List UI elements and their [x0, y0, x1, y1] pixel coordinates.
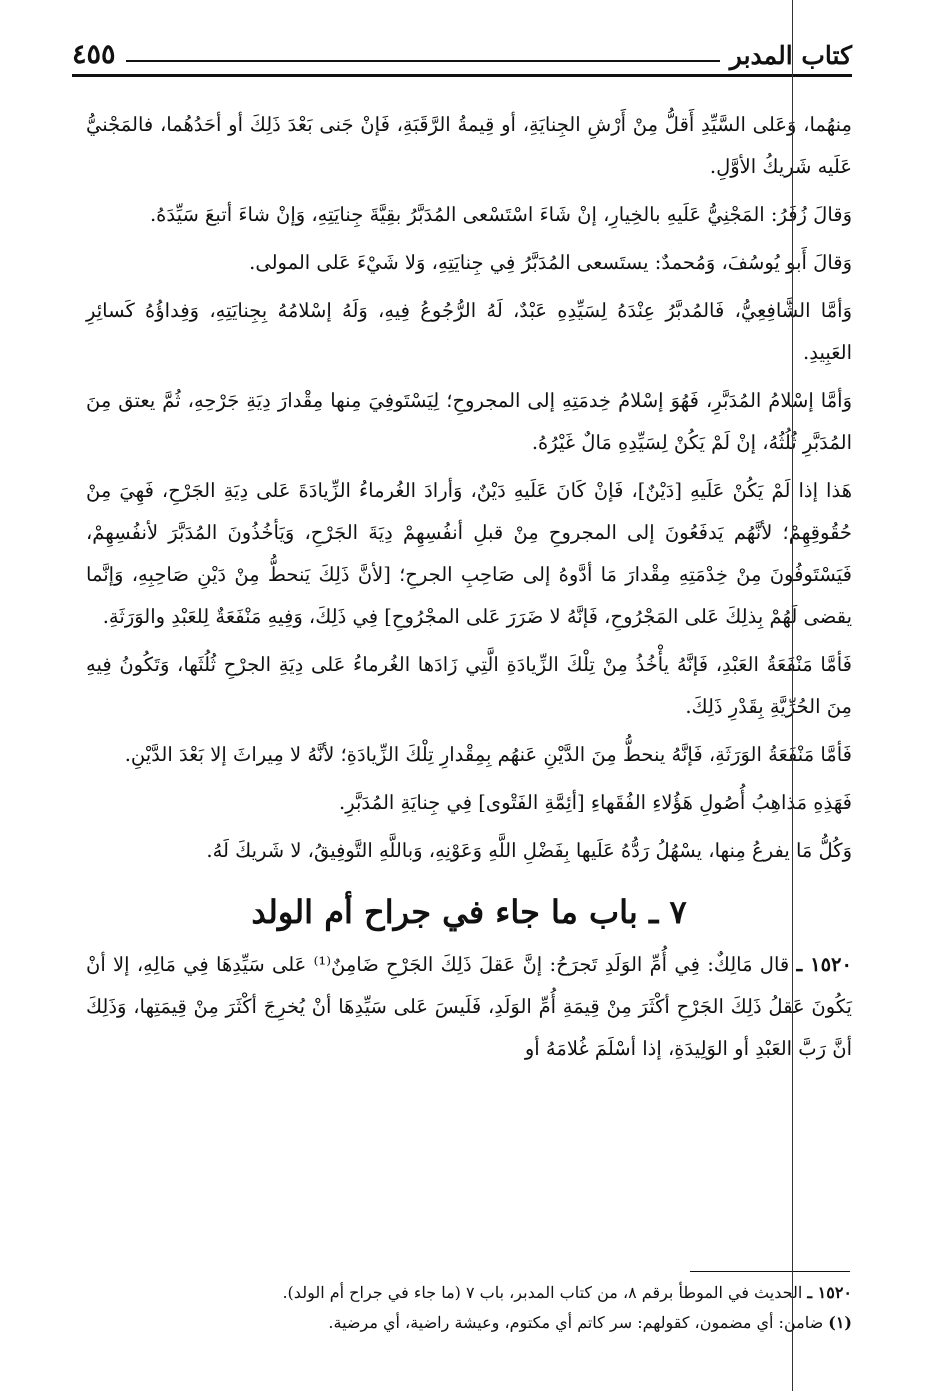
- footnote: [86, 1278, 852, 1308]
- footnote-mark: (١): [828, 1313, 852, 1332]
- hadith-number: ١٥٢٠ ـ: [796, 953, 852, 976]
- header-divider: [126, 60, 720, 62]
- running-title: كتاب المدبر: [729, 41, 852, 70]
- footnote-divider: [690, 1271, 850, 1272]
- footnote: [86, 1308, 852, 1338]
- paragraph: وَقالَ زُفَرُ: المَجْنِيُّ عَلَيهِ بالخِيارِ، إنْ شَاءَ اسْتَسْعى المُدَبَّرُ بقِيَّةَ جِنايَتِهِ، وَإنْ شاءَ أتبعَ سَيِّدَهُ.: [149, 203, 852, 226]
- page-number: ٤٥٥: [72, 39, 116, 70]
- chapter-title: ٧ ـ باب ما جاء في جراح أم الولد: [251, 893, 687, 931]
- paragraph: هَذا إذا لَمْ يَكُنْ عَلَيهِ [دَيْنٌ]، فَإنْ كَانَ عَلَيهِ دَيْنٌ، وَأرادَ الغُرماءُ الزِّيادَةَ عَلى دِيَةِ الجَرْحِ، فَهِيَ مِنْ حُقُوقِهِمْ؛ لأنَّهُم يَدفَعُونَ إلى المجروحِ مِنْ قبلِ أنفُسِهِمْ دِيَةَ الجَرْحِ، وَيَأخُذُونَ المُدَبَّرَ لأنفُسِهِمْ، فَيَسْتَوفُونَ مِنْ خِدْمَتِهِ مِقْدارَ مَا أدَّوهُ إلى صَاحِبِ الجرحِ؛ [لأنَّ ذَلِكَ يَنحطُّ مِنْ دَيْنِ صَاحِبِهِ، وَإنَّما يقضى لَهُمْ بِذلِكَ عَلى المَجْرُوحِ، فَإنَّهُ لا ضَرَرَ عَلى المجْرُوحِ] فِي ذَلِكَ، وَفِيهِ مَنْفَعَةٌ لِلعَبْدِ والوَرَثَةِ.: [86, 479, 852, 628]
- paragraph: مِنهُما، وَعَلى السَّيِّدِ أَقلُّ مِنْ أَرْشِ الجِنايَةِ، أو قِيمةُ الرَّقَبَةِ، فَإنْ جَنى بَعْدَ ذَلِكَ أو أحَدُهُما، فالمَجْنيُّ عَلَيه شَريكُ الأوَّلِ.: [86, 113, 852, 178]
- footnote-mark: ١٥٢٠ ـ: [807, 1283, 852, 1302]
- page-header: [72, 36, 852, 70]
- paragraph: فَأمَّا مَنْفَعَةُ الوَرَثَةِ، فَإنَّهُ ينحطُّ مِنَ الدَّيْنِ عَنهُم بِمِقْدارِ تِلْكَ الزِّيادَةِ؛ لأنَّهُ لا مِيراثَ إلا بَعْدَ الدَّيْنِ.: [124, 743, 852, 766]
- footnote-text: الحديث في الموطأ برقم ٨، من كتاب المدبر، باب ٧ (ما جاء في جراح أم الولد).: [282, 1283, 803, 1302]
- footnote-text: ضامن: أي مضمون، كقولهم: سر كاتم أي مكتوم، وعيشة راضية، أي مرضية.: [328, 1313, 824, 1332]
- paragraph: فَهَذِهِ مَذاهِبُ أُصُولِ هَؤُلاءِ الفُقَهاءِ [أئِمَّةِ الفَتْوى] فِي جِنايَةِ المُدَبَّرِ.: [339, 791, 852, 814]
- paragraph: وَكُلُّ مَا يفرعُ مِنها، يسْهُلُ رَدُّهُ عَلَيها بِفَضْلِ اللَّهِ وَعَوْنِهِ، وَباللَّهِ التَّوفِيقُ، لا شَريكَ لَهُ.: [206, 839, 852, 862]
- main-text: [86, 104, 852, 1076]
- hadith-text: قال مَالِكٌ: فِي أُمِّ الوَلَدِ تَجرَحُ: إنَّ عَقلَ ذَلِكَ الجَرْحِ ضَامِنٌ⁽¹⁾ عَلى سَيِّدِهَا فِي مَالِهِ، إلا أنْ يَكُونَ عَقلُ ذَلِكَ الجَرْحِ أكْثَرَ مِنْ قِيمَةِ أُمِّ الوَلَدِ، فَلَيسَ عَلى سَيِّدِهَا أنْ يُخرِجَ أكْثَرَ مِنْ قِيمَتِها، وَذَلِكَ أنَّ رَبَّ العَبْدِ أو الوَلِيدَةِ، إذا أسْلَمَ غُلامَهُ أو: [86, 953, 852, 1060]
- footnotes: [86, 1278, 852, 1338]
- paragraph: وَأمَّا إسْلامُ المُدَبَّرِ، فَهُوَ إسْلامُ خِدمَتِهِ إلى المجروحِ؛ لِيَسْتَوفِيَ مِنها مِقْدارَ دِيَةِ جَرْحِهِ، ثُمَّ يعتق مِنَ المُدَبَّرِ ثُلُثُهُ، إنْ لَمْ يَكُنْ لِسَيِّدِهِ مَالٌ غَيْرُهُ.: [86, 389, 852, 454]
- header-rule: [72, 74, 852, 77]
- hadith-paragraph: [86, 944, 852, 1070]
- scan-fold-line: [792, 0, 793, 1391]
- paragraph: فَأمَّا مَنْفَعَةُ العَبْدِ، فَإنَّهُ يأْخُذُ مِنْ تِلْكَ الزِّيادَةِ الَّتِي زَادَها الغُرماءُ عَلى دِيَةِ الجرْحِ ثُلُثَها، وَتَكُونُ فِيهِ مِنَ الحُرِّيَّةِ بِقَدْرِ ذَلِكَ.: [86, 653, 852, 718]
- paragraph: وَأمَّا الشَّافِعِيُّ، فَالمُدبَّرُ عِنْدَهُ لِسَيِّدِهِ عَبْدٌ، لَهُ الرُّجُوعُ فِيهِ، وَلَهُ إسْلامُهُ بِجِنايَتِهِ، وَفِداؤُهُ كَسائِرِ العَبِيدِ.: [86, 299, 852, 364]
- paragraph: وَقالَ أَبو يُوسُفَ، وَمُحمدٌ: يستَسعى المُدَبَّرُ فِي جِنايَتِهِ، وَلا شَيْءَ عَلى المولى.: [249, 251, 852, 274]
